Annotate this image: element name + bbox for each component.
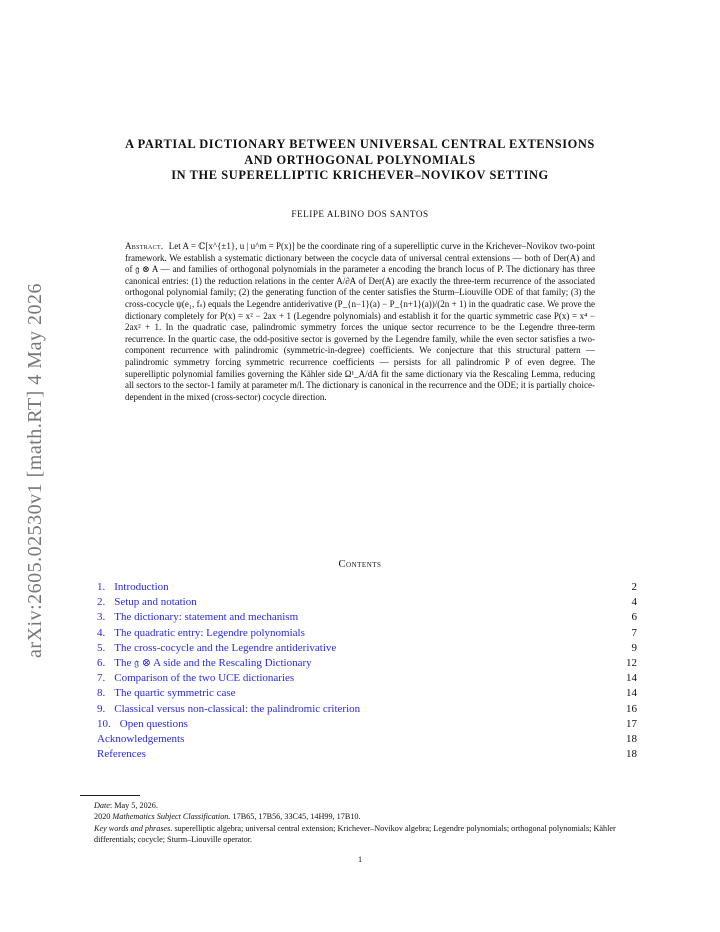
toc-page: 14 (626, 672, 637, 685)
toc-link[interactable] (97, 732, 184, 747)
toc-number: 1. (97, 581, 106, 593)
footnote-rule (80, 795, 140, 796)
toc-link[interactable] (97, 595, 197, 610)
date-value: : May 5, 2026. (109, 801, 158, 810)
page-number: 1 (357, 855, 363, 864)
toc-page: 18 (626, 732, 637, 745)
abstract (125, 241, 595, 403)
arxiv-identifier-text: arXiv:2605.02530v1 [math.RT] 4 May 2026 (23, 282, 46, 658)
title-line: A PARTIAL DICTIONARY BETWEEN UNIVERSAL CENTRAL EXTENSIONS (125, 137, 595, 151)
toc-number: 3. (97, 611, 106, 624)
toc-entry[interactable] (97, 610, 637, 625)
contents-heading: Contents (338, 559, 382, 570)
toc-link[interactable] (97, 686, 236, 701)
toc-entry[interactable] (97, 747, 637, 762)
toc-link[interactable] (97, 641, 336, 656)
toc-page: 6 (631, 611, 637, 624)
toc-title: The cross-cocycle and the Legendre antiderivative (114, 641, 337, 654)
toc-link[interactable] (97, 717, 188, 732)
toc-entry[interactable] (97, 580, 637, 595)
toc-page: 12 (626, 656, 637, 669)
msc-value: 17B65, 17B56, 33C45, 14H99, 17B10. (230, 812, 361, 822)
toc-page: 16 (626, 702, 637, 715)
toc-entry[interactable] (97, 717, 637, 732)
toc-title: Open questions (119, 717, 188, 730)
keywords-label: Key words and phrases. (94, 823, 173, 833)
footnote-msc (80, 811, 640, 822)
toc-page: 7 (631, 626, 637, 639)
arxiv-identifier-stamp (20, 250, 50, 690)
toc-page: 2 (631, 581, 637, 593)
toc-number: 9. (97, 702, 106, 715)
msc-label: Mathematics Subject Classification. (112, 812, 231, 822)
toc-link[interactable] (97, 671, 294, 686)
toc-title: Acknowledgements (97, 732, 185, 745)
toc-link[interactable] (97, 656, 312, 671)
toc-number: 2. (97, 596, 106, 609)
toc-link[interactable] (97, 747, 146, 762)
toc-title: The dictionary: statement and mechanism (114, 611, 299, 624)
toc-entry[interactable] (97, 656, 637, 671)
toc-number: 4. (97, 626, 106, 639)
toc-link[interactable] (97, 610, 298, 625)
toc-entry[interactable] (97, 686, 637, 701)
toc-entry[interactable] (97, 641, 637, 656)
toc-number: 7. (97, 672, 106, 685)
toc-title: Setup and notation (114, 596, 197, 609)
table-of-contents (97, 580, 637, 762)
toc-entry[interactable] (97, 595, 637, 610)
toc-page: 14 (626, 687, 637, 700)
title-line: AND ORTHOGONAL POLYNOMIALS (244, 152, 476, 167)
toc-entry[interactable] (97, 732, 637, 747)
toc-title: Classical versus non-classical: the palindromic criterion (114, 702, 361, 715)
toc-page: 18 (626, 748, 637, 761)
toc-title: References (97, 748, 146, 761)
author-name: FELIPE ALBINO DOS SANTOS (291, 209, 429, 219)
footnote-keywords (80, 823, 640, 846)
toc-link[interactable] (97, 702, 360, 717)
footnotes (80, 800, 640, 846)
toc-title: The quartic symmetric case (114, 687, 236, 700)
footnote-date (80, 800, 640, 811)
keywords-value: superelliptic algebra; universal central extension; Krichever–Novikov algebra; Legendre polynomials; orthogonal polynomials; Kähler differentials; cocycle; Sturm–Liouville operator. (94, 823, 616, 845)
toc-page: 9 (631, 641, 637, 654)
paper-title (80, 137, 640, 184)
toc-link[interactable] (97, 580, 169, 595)
toc-link[interactable] (97, 626, 305, 641)
toc-entry[interactable] (97, 702, 637, 717)
abstract-label: Abstract. (125, 241, 164, 251)
toc-number: 5. (97, 641, 106, 654)
abstract-text: Let A = ℂ[x^{±1}, u | u^m = P(x)] be the coordinate ring of a superelliptic curve in the Krichever–Novikov two-point framework. We establish a systematic dictionary between the cocycle data of universal central extensions — both of Der(A) and of 𝔤 ⊗ A — and families of orthogonal polynomials in the parameter a encoding the branch locus of P. The dictionary has three canonical entries: (1) the reduction relations in the center A/∂A of Der(A) are exactly the three-term recurrence of the associated orthogonal polynomial family; (2) the generating function of the center satisfies the Sturm–Liouville ODE of that family; (3) the cross-cocycle ψ(e₁, fₛ) equals the Legendre antiderivative (P_{n−1}(a) − P_{n+1}(a))/(2n + 1) in the quadratic case. We prove the dictionary completely for P(x) = x² − 2ax + 1 (Legendre polynomials) and establish it for the quartic symmetric case P(x) = x⁴ − 2ax² + 1. In the quadratic case, palindromic symmetry forces the unique sector recurrence to be the Legendre three-term recurrence. In the quartic case, the odd-positive sector is governed by the Legendre family, while the even sector satisfies a two-component recurrence with palindromic (symmetric-in-degree) coefficients. We conjecture that this structural pattern — palindromic symmetry forcing symmetric recurrence coefficients — persists for all palindromic P of even degree. The superelliptic polynomial families governing the Kähler side Ω¹_A/dA fit the same dictionary via the Rescaling Lemma, reducing all sectors to the sector-1 family at parameter m/l. The dictionary is canonical in the recurrence and the ODE; it is partially choice-dependent in the mixed (cross-sector) cocycle direction. (125, 241, 595, 402)
toc-number: 10. (97, 717, 111, 730)
toc-title: The 𝔤 ⊗ A side and the Rescaling Dictionary (114, 656, 312, 669)
toc-number: 6. (97, 656, 106, 669)
toc-entry[interactable] (97, 671, 637, 686)
toc-number: 8. (97, 687, 106, 700)
toc-title: Comparison of the two UCE dictionaries (114, 672, 295, 685)
toc-title: The quadratic entry: Legendre polynomials (114, 626, 305, 639)
toc-entry[interactable] (97, 626, 637, 641)
toc-page: 17 (626, 717, 637, 730)
toc-page: 4 (631, 596, 637, 609)
toc-title: Introduction (114, 581, 169, 593)
date-label: Date (94, 801, 110, 810)
title-line: IN THE SUPERELLIPTIC KRICHEVER–NOVIKOV SETTING (171, 168, 549, 182)
msc-prefix: 2020 (94, 812, 113, 822)
